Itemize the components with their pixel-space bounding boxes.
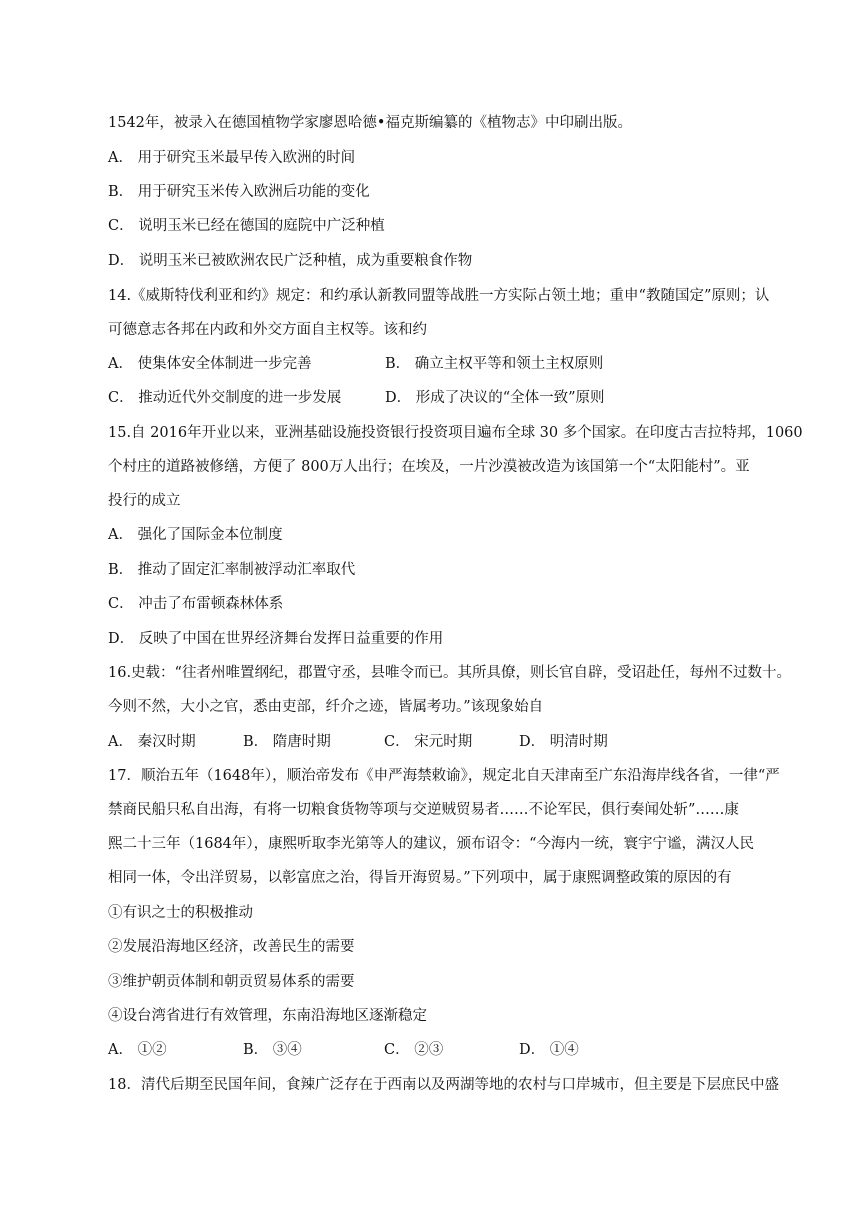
q15-option-a: A． 强化了国际金本位制度 [108, 527, 283, 543]
q15-stem-line-1: 15.自 2016年开业以来，亚洲基础设施投资银行投资项目遍布全球 30 多个国家。在印度古吉拉特邦，1060 [108, 425, 803, 441]
q14-option-a: A． 使集体安全体制进一步完善 [108, 356, 312, 372]
q17-option-a: A． ①② [108, 1042, 167, 1058]
q15-option-d: D． 反映了中国在世界经济舞台发挥日益重要的作用 [108, 631, 444, 647]
q16-option-b: B． 隋唐时期 [243, 734, 331, 750]
q16-option-d: D． 明清时期 [519, 734, 608, 750]
q13-option-a: A． 用于研究玉米最早传入欧洲的时间 [108, 150, 356, 166]
q16-option-a: A． 秦汉时期 [108, 734, 196, 750]
q17-item-2: ②发展沿海地区经济，改善民生的需要 [108, 939, 355, 955]
q13-option-d: D． 说明玉米已被欧洲农民广泛种植，成为重要粮食作物 [108, 253, 473, 269]
q14-stem-line-1: 14.《威斯特伐利亚和约》规定：和约承认新教同盟等战胜一方实际占领土地；重申“教随国定”原则；认 [108, 288, 770, 304]
q13-option-b: B． 用于研究玉米传入欧洲后功能的变化 [108, 184, 370, 200]
q14-option-c: C． 推动近代外交制度的进一步发展 [108, 390, 342, 406]
q17-option-c: C． ②③ [384, 1042, 444, 1058]
q18-stem-line-1: 18．清代后期至民国年间，食辣广泛存在于西南以及两湖等地的农村与口岸城市，但主要是下层庶民中盛 [108, 1077, 779, 1093]
q17-stem-line-4: 相同一体，令出洋贸易，以彰富庶之治，得旨开海贸易。”下列项中，属于康熙调整政策的原因的有 [108, 870, 732, 886]
q16-stem-line-2: 今则不然，大小之官，悉由吏部，纤介之迹，皆属考功。”该现象始自 [108, 699, 544, 715]
q14-option-b: B． 确立主权平等和领土主权原则 [385, 356, 604, 372]
q15-stem-line-2: 个村庄的道路被修缮，方便了 800万人出行；在埃及，一片沙漠被改造为该国第一个“太阳能村”。亚 [108, 459, 750, 475]
q14-stem-line-2: 可德意志各邦在内政和外交方面自主权等。该和约 [108, 322, 427, 338]
q14-option-d: D． 形成了决议的“全体一致”原则 [385, 390, 605, 406]
q17-item-3: ③维护朝贡体制和朝贡贸易体系的需要 [108, 974, 355, 990]
q17-stem-line-2: 禁商民船只私自出海，有将一切粮食货物等项与交逆贼贸易者……不论军民，俱行奏闻处斩”……康 [108, 802, 739, 818]
q16-stem-line-1: 16.史载：“往者州唯置纲纪，郡置守丞，县唯令而已。其所具僚，则长官自辟，受诏赴任，每州不过数十。 [108, 665, 791, 681]
q15-option-b: B． 推动了固定汇率制被浮动汇率取代 [108, 562, 356, 578]
q17-option-b: B． ③④ [243, 1042, 302, 1058]
q17-item-1: ①有识之士的积极推动 [108, 905, 253, 921]
q17-stem-line-3: 熙二十三年（1684年），康熙听取李光第等人的建议，颁布诏令：“今海内一统，寰宇宁谧，满汉人民 [108, 836, 755, 852]
q17-stem-line-1: 17．顺治五年（1648年），顺治帝发布《申严海禁敕谕》，规定北自天津南至广东沿海岸线各省，一律“严 [108, 768, 780, 784]
q15-option-c: C． 冲击了布雷顿森林体系 [108, 596, 284, 612]
q13-option-c: C． 说明玉米已经在德国的庭院中广泛种植 [108, 218, 385, 234]
q17-option-d: D． ①④ [519, 1042, 579, 1058]
q17-item-4: ④设台湾省进行有效管理，东南沿海地区逐渐稳定 [108, 1008, 427, 1024]
question-13-stem-tail: 1542年，被录入在德国植物学家廖恩哈德•福克斯编纂的《植物志》中印刷出版。 [108, 115, 632, 131]
q15-stem-line-3: 投行的成立 [108, 493, 181, 509]
q16-option-c: C． 宋元时期 [384, 734, 473, 750]
